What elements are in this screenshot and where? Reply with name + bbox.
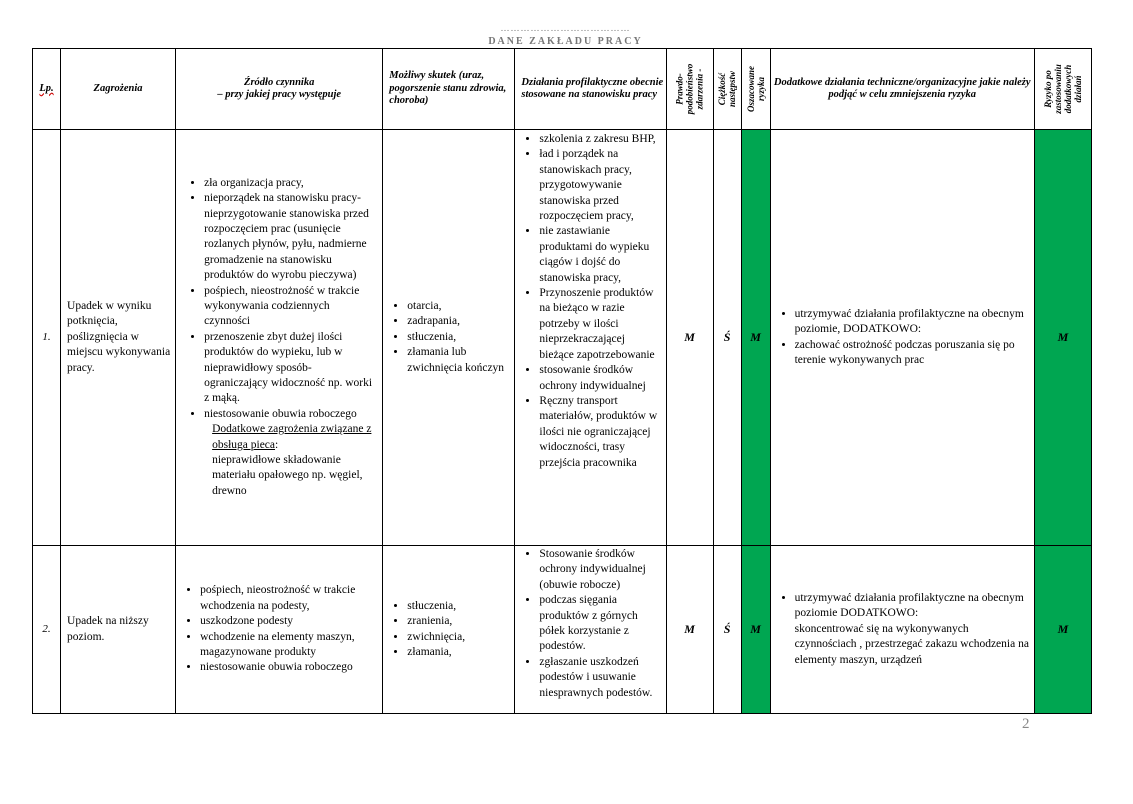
header-ciezkosc: Ciężkość następstw — [713, 49, 741, 130]
table-row — [33, 546, 1092, 714]
row-ciezkosc: Ś — [713, 130, 741, 546]
list-item: • złamania lub zwichnięcia kończyn — [407, 345, 510, 376]
list-item: • zranienia, — [407, 614, 510, 629]
row-ocena-ryzyka: M — [741, 130, 770, 546]
header-ocena: Oszacowane ryzyka — [741, 49, 770, 130]
row-dodatkowe — [770, 130, 1034, 546]
row-zagrozenie: Upadek na niższy poziom. — [61, 546, 176, 714]
list-item: • szkolenia z zakresu BHP, — [539, 132, 661, 147]
list-item: • stosowanie środków ochrony indywidualnej — [539, 363, 661, 394]
risk-assessment-table — [32, 48, 1092, 714]
header-skutek: Możliwy skutek (uraz, pogorszenie stanu zdrowia, choroba) — [383, 49, 515, 130]
header-ryzyko-po: Ryzyko po zastosowaniu dodatkowych działań — [1034, 49, 1091, 130]
company-name-header: DANE ZAKŁADU PRACY — [488, 36, 643, 47]
list-item: • niestosowanie obuwia roboczego — [200, 660, 378, 675]
list-item: • stłuczenia, — [407, 330, 510, 345]
table-header-row — [33, 49, 1092, 130]
row-ocena-ryzyka: M — [741, 546, 770, 714]
list-item: • zwichnięcia, — [407, 630, 510, 645]
row-zagrozenie: Upadek w wyniku potknięcia, poślizgnięcia w miejscu wykonywania pracy. — [61, 130, 176, 546]
list-item: • pośpiech, nieostrożność w trakcie wykonywania codziennych czynności — [204, 284, 378, 330]
list-item: • wchodzenie na elementy maszyn, magazynowane produkty — [200, 630, 378, 661]
table-row — [33, 130, 1092, 546]
list-item: • pośpiech, nieostrożność w trakcie wchodzenia na podesty, — [200, 583, 378, 614]
list-item: • utrzymywać działania profilaktyczne na obecnym poziomie, DODATKOWO: — [795, 307, 1030, 338]
list-item: • stłuczenia, — [407, 599, 510, 614]
header-lp: Lp. — [33, 49, 61, 130]
row-lp: 2. — [33, 546, 61, 714]
header-zrodlo: Źródło czynnika – przy jakiej pracy występuje — [176, 49, 383, 130]
row-dodatkowe — [770, 546, 1034, 714]
row-prawdopodobienstwo: M — [666, 546, 713, 714]
row-ryzyko-po: M — [1034, 130, 1091, 546]
company-dots: ………………………………… — [500, 23, 631, 33]
row-dzialania — [515, 546, 666, 714]
row-skutek — [383, 546, 515, 714]
list-item: • podczas sięgania produktów z górnych półek korzystanie z podestów. — [539, 593, 661, 655]
additional-actions-text: skoncentrować się na wykonywanych czynnościach , przestrzegać zakazu wchodzenia na elementy maszyn, urządzeń — [794, 622, 1029, 666]
list-item: • złamania, — [407, 645, 510, 660]
row-prawdopodobienstwo: M — [666, 130, 713, 546]
list-item: • zła organizacja pracy, — [204, 176, 378, 191]
header-zagrozenia: Zagrożenia — [61, 49, 176, 130]
list-item: • przenoszenie zbyt dużej ilości produktów do wypieku, lub w nieprawidłowy sposób- ograniczający widoczność np. worki z mąką. — [204, 330, 378, 407]
list-item: • uszkodzone podesty — [200, 614, 378, 629]
list-item: • nieporządek na stanowisku pracy- nieprzygotowanie stanowiska przed rozpoczęciem prac (usunięcie rozlanych płynów, pyłu, nadmierne gromadzenie na stanowisku produktów do wyrobu pieczywa) — [204, 191, 378, 283]
header-dodatkowe: Dodatkowe działania techniczne/organizacyjne jakie należy podjąć w celu zmniejszenia ryzyka — [770, 49, 1034, 130]
row-zrodlo — [176, 546, 383, 714]
list-item: • Ręczny transport materiałów, produktów w ilości nie ograniczającej widoczności, trasy przejścia pracownika — [539, 394, 661, 471]
list-item: • niestosowanie obuwia roboczego — [204, 407, 378, 422]
row-ryzyko-po: M — [1034, 546, 1091, 714]
list-item: • nie zastawianie produktami do wypieku ciągów i dojść do stanowiska pracy, — [539, 224, 661, 286]
list-item: • zachować ostrożność podczas poruszania się po terenie wykonywanych prac — [795, 338, 1030, 369]
list-item: • Przynoszenie produktów na bieżąco w razie potrzeby w ilości nieprzekraczającej bieżące zapotrzebowanie — [539, 286, 661, 363]
list-item: • utrzymywać działania profilaktyczne na obecnym poziomie DODATKOWO: — [795, 591, 1030, 622]
list-item: • zadrapania, — [407, 314, 510, 329]
extra-hazards-title: Dodatkowe zagrożenia związane z obsługa pieca — [212, 423, 372, 451]
list-item: • otarcia, — [407, 299, 510, 314]
row-dzialania — [515, 130, 666, 546]
page-number: 2 — [1022, 716, 1030, 732]
row-lp: 1. — [33, 130, 61, 546]
row-skutek — [383, 130, 515, 546]
row-ciezkosc: Ś — [713, 546, 741, 714]
list-item: • zgłaszanie uszkodzeń podestów i usuwanie niesprawnych podestów. — [539, 655, 661, 701]
header-prawdopodobienstwo: Prawdo-podobieństwo zdarzenia - — [666, 49, 713, 130]
extra-hazards-text: nieprawidłowe składowanie materiału opałowego np. węgiel, drewno — [212, 454, 363, 497]
list-item: • Stosowanie środków ochrony indywidualnej (obuwie robocze) — [539, 547, 661, 593]
row-zrodlo: • zła organizacja pracy, • nieporządek na stanowisku pracy- nieprzygotowanie stanowiska przed rozpoczęciem prac (usunięcie rozlanych płynów, pyłu, nadmierne gromadzenie na stanowisku produktów do wyrobu pieczywa) • pośpiech, nieostrożność w trakcie wykonywania codziennych czynności • przenoszenie zbyt dużej ilości produktów do wypieku, lub w nieprawidłowy sposób- ograniczający widoczność np. worki z mąką. • niestosowanie obuwia roboczego Dodatkowe zagrożenia związane z obsługa pieca: nieprawidłowe składowanie materiału opałowego np. węgiel, drewno — [176, 130, 383, 546]
list-item: • ład i porządek na stanowiskach pracy, przygotowywanie stanowiska przed rozpoczęciem pracy, — [539, 147, 661, 224]
header-dzialania: Działania profilaktyczne obecnie stosowane na stanowisku pracy — [515, 49, 666, 130]
